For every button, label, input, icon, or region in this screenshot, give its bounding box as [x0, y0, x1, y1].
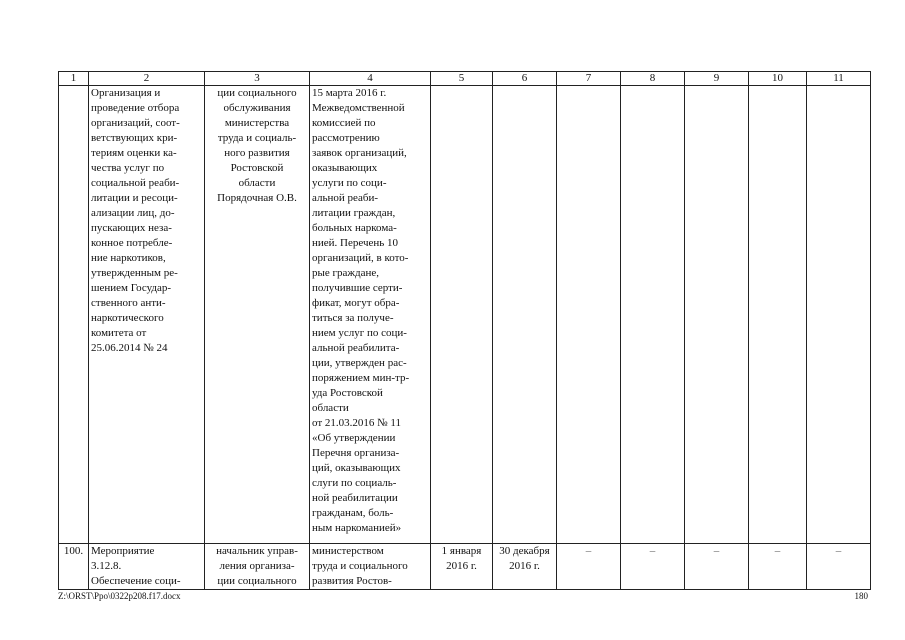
dash-cell: – [621, 544, 685, 590]
start-date-cell [431, 544, 493, 590]
text-line: ние наркотиков, [91, 252, 166, 264]
text-line: получившие серти- [312, 282, 403, 294]
text-line: ной реабилитации [312, 492, 398, 504]
text-line: труда и социального [312, 560, 408, 572]
header-col-5: 5 [431, 72, 493, 86]
result-cell [310, 544, 431, 590]
header-col-11: 11 [807, 72, 871, 86]
empty-cell [749, 86, 807, 544]
header-col-10: 10 [749, 72, 807, 86]
header-col-1: 1 [59, 72, 89, 86]
text-line: Обеспечение соци- [91, 575, 181, 587]
text-line: териям оценки ка- [91, 147, 177, 159]
text-line: развития Ростов- [312, 575, 392, 587]
table-row [59, 86, 871, 544]
text-line: услуги по соци- [312, 177, 387, 189]
text-line: ветствующих кри- [91, 132, 178, 144]
text-line: поряжением мин-тр- [312, 372, 410, 384]
text-line: 25.06.2014 № 24 [91, 342, 168, 354]
text-line: комиссией по [312, 117, 376, 129]
header-col-2: 2 [89, 72, 205, 86]
text-line: Перечня организа- [312, 447, 400, 459]
text-line: 1 января [441, 545, 482, 557]
text-line: проведение отбора [91, 102, 180, 114]
text-line: организаций, в кото- [312, 252, 409, 264]
text-line: заявок организаций, [312, 147, 407, 159]
text-line: нием услуг по соци- [312, 327, 407, 339]
empty-cell [621, 86, 685, 544]
header-col-9: 9 [685, 72, 749, 86]
table-header-row [59, 72, 871, 86]
header-col-4: 4 [310, 72, 431, 86]
text-line: нией. Перечень 10 [312, 237, 399, 249]
result-cell [310, 86, 431, 544]
text-line: комитета от [91, 327, 147, 339]
text-line: Порядочная О.В. [217, 192, 297, 204]
text-line: ного развития [224, 147, 290, 159]
text-line: области [238, 177, 276, 189]
empty-cell [807, 86, 871, 544]
text-line: труда и социаль- [217, 132, 297, 144]
text-line: больных наркома- [312, 222, 397, 234]
text-line: от 21.03.2016 № 11 [312, 417, 401, 429]
text-line: 2016 г. [446, 560, 477, 572]
text-line: альной реаби- [312, 192, 379, 204]
responsible-cell [205, 86, 310, 544]
row-number-cell: 100. [59, 544, 89, 590]
text-line: 15 марта 2016 г. [312, 87, 387, 99]
footer-file-path: Z:\ORST\Ppo\0322p208.f17.docx [58, 591, 181, 601]
empty-cell [493, 86, 557, 544]
text-line: области [312, 402, 349, 414]
text-line: титься за получе- [312, 312, 394, 324]
dash-cell: – [749, 544, 807, 590]
text-line: альной реабилита- [312, 342, 400, 354]
text-line: слуги по социаль- [312, 477, 397, 489]
text-line: Ростовской [230, 162, 284, 174]
table-row [59, 544, 871, 590]
text-line: ственного анти- [91, 297, 166, 309]
text-line: шением Государ- [91, 282, 172, 294]
header-col-8: 8 [621, 72, 685, 86]
header-col-6: 6 [493, 72, 557, 86]
text-line: организаций, соот- [91, 117, 180, 129]
text-line: начальник управ- [216, 545, 298, 557]
dash-cell: – [557, 544, 621, 590]
text-line: утвержденным ре- [91, 267, 178, 279]
text-line: уда Ростовской [312, 387, 383, 399]
text-line: фикат, могут обра- [312, 297, 400, 309]
empty-cell [557, 86, 621, 544]
text-line: ным наркоманией» [312, 522, 402, 534]
text-line: ции социального [217, 575, 297, 587]
text-line: конное потребле- [91, 237, 173, 249]
text-line: 3.12.8. [91, 560, 122, 572]
text-line: «Об утверждении [312, 432, 396, 444]
text-line: гражданам, боль- [312, 507, 394, 519]
text-line: оказывающих [312, 162, 378, 174]
text-line: Межведомственной [312, 102, 405, 114]
text-line: министерства [224, 117, 290, 129]
end-date-cell [493, 544, 557, 590]
text-line: ализации лиц, до- [91, 207, 175, 219]
header-col-7: 7 [557, 72, 621, 86]
text-line: чества услуг по [91, 162, 165, 174]
activity-cell [89, 86, 205, 544]
text-line: рые граждане, [312, 267, 380, 279]
text-line: пускающих неза- [91, 222, 172, 234]
text-line: Организация и [91, 87, 161, 99]
text-line: литации и ресоци- [91, 192, 178, 204]
text-line: Мероприятие [91, 545, 155, 557]
footer-page-number: 180 [854, 591, 868, 601]
text-line: ций, оказывающих [312, 462, 401, 474]
text-line: рассмотрению [312, 132, 380, 144]
text-line: ления организа- [219, 560, 295, 572]
dash-cell: – [685, 544, 749, 590]
text-line: ции социального [217, 87, 297, 99]
text-line: министерством [312, 545, 384, 557]
header-col-3: 3 [205, 72, 310, 86]
text-line: 2016 г. [509, 560, 540, 572]
dash-cell: – [807, 544, 871, 590]
responsible-cell [205, 544, 310, 590]
text-line: ции, утвержден рас- [312, 357, 407, 369]
text-line: наркотического [91, 312, 164, 324]
text-line: обслуживания [223, 102, 291, 114]
text-line: 30 декабря [499, 545, 550, 557]
text-line: литации граждан, [312, 207, 396, 219]
empty-cell [431, 86, 493, 544]
plan-table [58, 71, 871, 590]
empty-cell [685, 86, 749, 544]
text-line: социальной реаби- [91, 177, 180, 189]
activity-cell [89, 544, 205, 590]
row-number-cell [59, 86, 89, 544]
